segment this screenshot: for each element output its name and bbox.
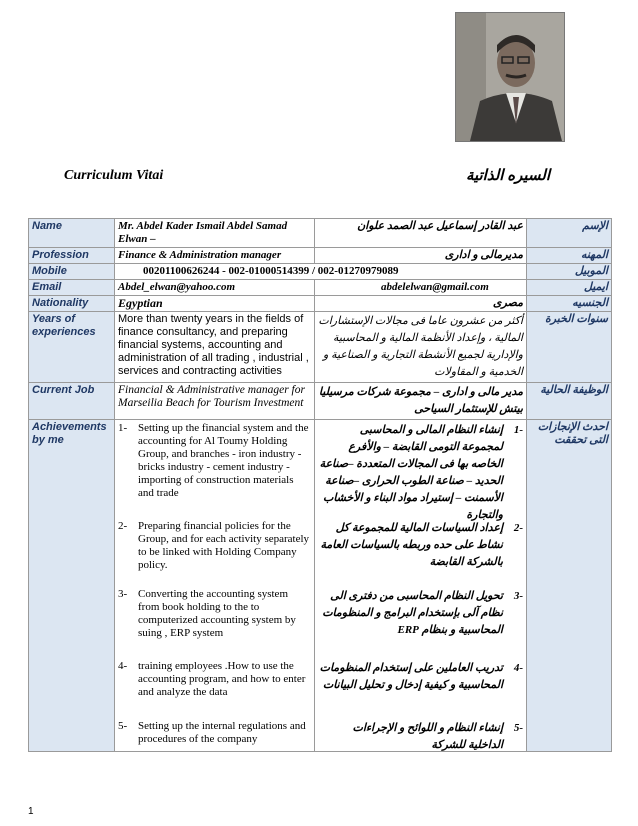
- label-email: Email: [29, 280, 115, 296]
- row-experience: [29, 312, 612, 383]
- achievement-text: إنشاء النظام المالى و المحاسبى لمجموعة التومى القابضة – والأفرع الخاصه بها فى المجالات المتعددة –صناعة الحديد – صناعة الطوب الحرارى –صناعة الأسمنت – إستيراد مواد البناء و الأخشاب والتجارة: [319, 424, 503, 521]
- achievement-item-ar: [318, 588, 523, 660]
- label-profession-ar: المهنه: [527, 248, 612, 264]
- email-primary[interactable]: Abdel_elwan@yahoo.com: [115, 280, 315, 296]
- page-number: 1: [28, 806, 34, 817]
- achievement-text: إعداد السياسات المالية للمجموعة كل نشاط على حده وربطه بالسياسات العامة بالشركة القابضة: [320, 522, 503, 568]
- achievement-item-en: [118, 520, 311, 588]
- label-name-ar: الإسم: [527, 219, 612, 248]
- achievement-number: 5-: [118, 720, 128, 732]
- nationality-ar: مصرى: [315, 296, 527, 312]
- row-current-job: [29, 383, 612, 420]
- label-experience: Years of experiences: [29, 312, 115, 383]
- achievements-ar: [315, 420, 527, 752]
- achievements-list-ar: [318, 422, 523, 750]
- label-current-job-ar: الوظيفة الحالية: [527, 383, 612, 420]
- label-profession: Profession: [29, 248, 115, 264]
- achievement-text: Setting up the financial system and the accounting for Al Toumy Holding Group, and branches - iron industry - bricks industry - cement industry - importing of construction materials and trade: [138, 422, 309, 499]
- label-mobile-ar: الموبيل: [527, 264, 612, 280]
- label-name: Name: [29, 219, 115, 248]
- achievement-number: -5: [513, 722, 523, 734]
- achievement-text: Preparing financial policies for the Group, and for each activity separately to be linked with Holding Company policy.: [138, 520, 310, 571]
- row-achievements: [29, 420, 612, 752]
- profile-photo: [455, 12, 565, 142]
- email-secondary[interactable]: abdelelwan@gmail.com: [315, 280, 527, 296]
- achievement-item-en: [118, 660, 311, 720]
- achievement-item-en: [118, 720, 311, 750]
- achievement-number: -4: [513, 662, 523, 674]
- achievement-item-ar: [318, 660, 523, 720]
- achievement-text: Setting up the internal regulations and procedures of the company: [138, 720, 306, 745]
- label-email-ar: ايميل: [527, 280, 612, 296]
- achievement-number: -1: [513, 424, 523, 436]
- row-profession: [29, 248, 612, 264]
- achievement-item-ar: [318, 422, 523, 520]
- label-nationality-ar: الجنسيه: [527, 296, 612, 312]
- name-en: Mr. Abdel Kader Ismail Abdel Samad Elwan –: [115, 219, 315, 248]
- row-email: [29, 280, 612, 296]
- achievement-number: 3-: [118, 588, 128, 600]
- cv-table: [28, 218, 612, 752]
- row-mobile: [29, 264, 612, 280]
- achievements-list-en: [118, 422, 311, 750]
- name-ar: عبد القادر إسماعيل عبد الصمد علوان: [315, 219, 527, 248]
- current-job-ar: مدير مالى و ادارى – مجموعة شركات مرسيليا بيتش للإستثمار السياحى: [315, 383, 527, 420]
- achievement-item-ar: [318, 520, 523, 588]
- achievement-text: إنشاء النظام و اللوائح و الإجراءات الداخلية للشركة: [352, 722, 503, 751]
- label-mobile: Mobile: [29, 264, 115, 280]
- experience-ar: أكثر من عشرون عاما فى مجالات الإستشارات المالية ، وإعداد الأنظمة المالية و المحاسبية والإدارية لجميع الأنشطة التجارية و الصناعية و الخدمية و المقاولات: [315, 312, 527, 383]
- achievement-text: تدريب العاملين على إستخدام المنظومات المحاسبية و كيفية إدخال و تحليل البيانات: [319, 662, 503, 691]
- achievement-text: training employees .How to use the accounting program, and how to enter and analyze the data: [138, 660, 306, 698]
- row-name: [29, 219, 612, 248]
- title-en: Curriculum Vitai: [64, 168, 164, 183]
- mobile-value: 00201100626244 - 002-01000514399 / 002-01270979089: [115, 264, 527, 280]
- profession-en: Finance & Administration manager: [115, 248, 315, 264]
- experience-en: More than twenty years in the fields of finance consultancy, and preparing financial systems, accounting and administration of all trading , industrial , services and contracting activities: [115, 312, 315, 383]
- label-nationality: Nationality: [29, 296, 115, 312]
- row-nationality: [29, 296, 612, 312]
- label-achievements-ar: احدث الإنجازات التى تحققت: [527, 420, 612, 752]
- label-achievements: Achievements by me: [29, 420, 115, 752]
- title-ar: السيره الذاتية: [465, 168, 550, 184]
- current-job-en: Financial & Administrative manager for Marseilia Beach for Tourism Investment: [115, 383, 315, 420]
- achievement-number: 4-: [118, 660, 128, 672]
- achievement-text: Converting the accounting system from book holding to the to computerized accounting system by suing , ERP system: [138, 588, 296, 639]
- label-experience-ar: سنوات الخبرة: [527, 312, 612, 383]
- achievement-number: 2-: [118, 520, 128, 532]
- achievement-number: -2: [513, 522, 523, 534]
- nationality-en: Egyptian: [115, 296, 315, 312]
- achievement-item-en: [118, 588, 311, 660]
- achievement-item-en: [118, 422, 311, 520]
- achievement-number: -3: [513, 590, 523, 602]
- achievement-item-ar: [318, 720, 523, 750]
- achievement-text: تحويل النظام المحاسبى من دفترى الى نظام آلى بإستخدام البرامج و المنظومات المحاسبية و بنظام ERP: [322, 590, 503, 636]
- achievement-number: 1-: [118, 422, 128, 434]
- achievements-en: [115, 420, 315, 752]
- label-current-job: Current Job: [29, 383, 115, 420]
- profession-ar: مديرمالى و ادارى: [315, 248, 527, 264]
